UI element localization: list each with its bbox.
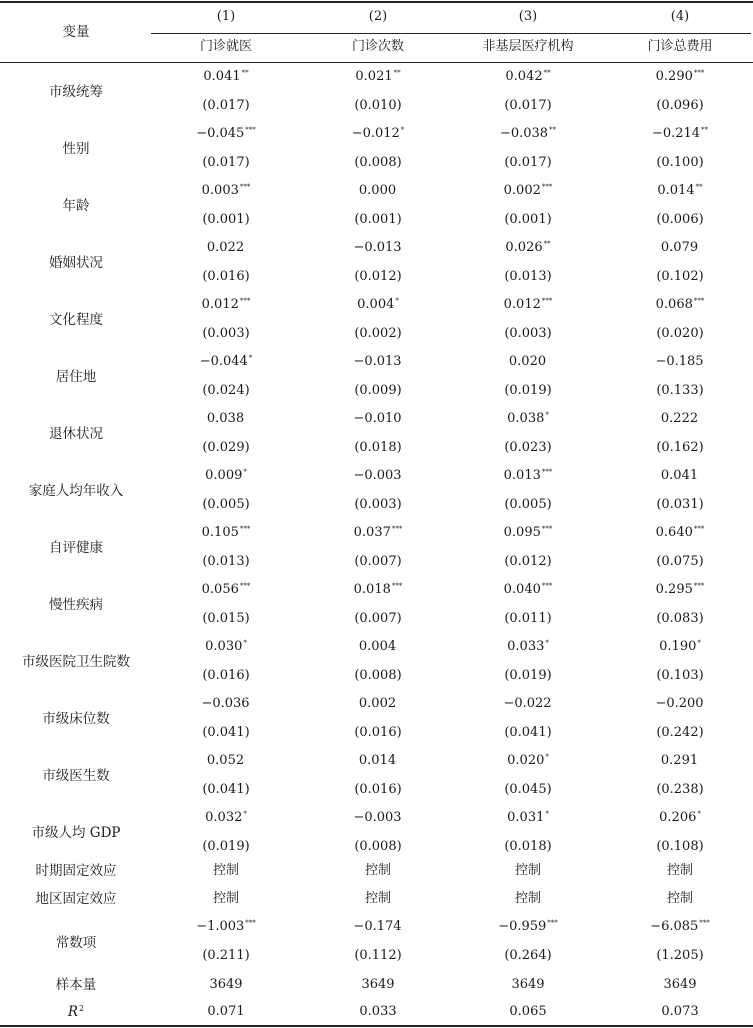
standard-error: (0.019): [504, 382, 552, 398]
standard-error: (0.010): [354, 97, 402, 113]
coef-value: −0.022: [503, 696, 552, 711]
coefficient: [354, 582, 403, 598]
significance-stars: *: [697, 810, 701, 818]
standard-error: (0.011): [504, 610, 552, 626]
standard-error: (0.017): [504, 154, 552, 170]
coefficient: [352, 126, 405, 142]
significance-stars: *: [545, 411, 549, 419]
standard-error: (0.013): [504, 268, 552, 284]
coefficient: [207, 753, 245, 769]
variable-label: 退休状况: [49, 426, 103, 443]
coef-value: 0.000: [358, 183, 397, 198]
variable-label: 慢性疾病: [49, 597, 103, 614]
significance-stars: **: [549, 126, 557, 134]
constant-standard-error: (0.112): [354, 948, 402, 963]
standard-error: (0.017): [202, 154, 250, 170]
variable-label: 婚姻状况: [49, 255, 103, 272]
standard-error: (0.001): [354, 211, 402, 227]
standard-error: (0.008): [354, 667, 402, 683]
coefficient: [655, 354, 704, 370]
coef-value: 0.037: [353, 525, 391, 540]
coefficient: [353, 810, 402, 826]
standard-error: (0.018): [504, 838, 552, 854]
coef-value: 0.018: [353, 582, 391, 597]
standard-error: (0.005): [504, 496, 552, 512]
coef-value: 0.040: [503, 582, 541, 597]
coefficient: [359, 753, 397, 769]
coef-value: 0.021: [355, 69, 393, 84]
r-squared-value: 0.071: [207, 1004, 245, 1019]
column-name-1: 门诊就医: [199, 39, 253, 54]
standard-error: (0.002): [354, 325, 402, 341]
standard-error: (0.242): [656, 724, 704, 740]
coefficient: [504, 297, 553, 313]
column-name-3: 非基层医疗机构: [482, 39, 574, 54]
coefficient: [504, 525, 553, 541]
standard-error: (0.005): [202, 496, 250, 512]
standard-error: (0.041): [504, 724, 552, 740]
header-rule: [0, 62, 753, 63]
standard-error: (0.013): [202, 553, 250, 569]
constant-standard-error: (1.205): [656, 948, 704, 963]
significance-stars: *: [243, 468, 247, 476]
standard-error: (0.018): [354, 439, 402, 455]
coef-value: 0.022: [206, 240, 245, 255]
coefficient: [507, 810, 549, 826]
standard-error: (0.007): [354, 553, 402, 569]
variable-label: 年龄: [62, 198, 90, 215]
standard-error: (0.017): [202, 97, 250, 113]
coef-value: 0.030: [205, 639, 243, 654]
coef-value: −1.003: [196, 919, 245, 934]
sample-size-value: 3649: [511, 977, 545, 992]
coefficient: [655, 696, 704, 712]
coef-value: −0.045: [196, 126, 245, 141]
variable-label: 市级统筹: [49, 84, 103, 101]
coefficient: [509, 354, 547, 370]
coefficient: [357, 297, 399, 313]
fixed-effect-label: 地区固定效应: [35, 891, 117, 907]
fixed-effect-value: 控制: [364, 891, 392, 906]
variable-label: 家庭人均年收入: [28, 483, 124, 500]
variable-label: 市级床位数: [42, 711, 110, 728]
standard-error: (0.102): [656, 268, 704, 284]
coef-value: 0.291: [660, 753, 699, 768]
coef-value: 0.002: [358, 696, 397, 711]
coef-value: 0.014: [358, 753, 397, 768]
significance-stars: ***: [547, 919, 558, 927]
coefficient: [661, 411, 699, 427]
significance-stars: ***: [239, 525, 251, 533]
significance-stars: **: [543, 69, 551, 77]
variable-label: 市级人均 GDP: [31, 825, 121, 842]
significance-stars: *: [545, 810, 549, 818]
sample-size-value: 3649: [663, 977, 697, 992]
coefficient: [507, 639, 549, 655]
sample-size-value: 3649: [209, 977, 243, 992]
coefficient: [359, 639, 397, 655]
coefficient: [505, 69, 550, 85]
coefficient: [503, 696, 552, 712]
coef-value: −0.200: [655, 696, 704, 711]
variable-label: 自评健康: [49, 540, 103, 557]
significance-stars: **: [543, 240, 551, 248]
coefficient: [504, 582, 553, 598]
coef-value: 0.105: [201, 525, 239, 540]
coefficient: [656, 525, 705, 541]
standard-error: (0.041): [202, 724, 250, 740]
significance-stars: ***: [239, 297, 251, 305]
coef-value: 0.013: [503, 468, 541, 483]
sample-size-value: 3649: [361, 977, 395, 992]
significance-stars: ***: [693, 525, 705, 533]
standard-error: (0.012): [504, 553, 552, 569]
coef-value: −0.174: [353, 919, 402, 934]
standard-error: (0.016): [202, 268, 250, 284]
standard-error: (0.016): [354, 724, 402, 740]
coef-value: 0.206: [659, 810, 697, 825]
coefficient: [205, 468, 247, 484]
standard-error: (0.008): [354, 154, 402, 170]
coef-value: −0.013: [353, 240, 402, 255]
coef-value: 0.031: [507, 810, 545, 825]
coefficient: [359, 183, 397, 199]
column-name-2: 门诊次数: [351, 39, 405, 54]
standard-error: (0.083): [656, 610, 704, 626]
coef-value: −0.214: [651, 126, 701, 141]
significance-stars: **: [701, 126, 709, 134]
variable-label: 市级医院卫生院数: [22, 654, 130, 671]
coefficient: [201, 696, 250, 712]
coefficient: [205, 639, 247, 655]
coefficient: [353, 411, 402, 427]
coefficient: [207, 240, 245, 256]
significance-stars: ***: [541, 183, 553, 191]
coefficient: [205, 810, 247, 826]
standard-error: (0.019): [504, 667, 552, 683]
coef-value: 0.190: [659, 639, 697, 654]
constant-coefficient: [353, 919, 402, 935]
standard-error: (0.003): [354, 496, 402, 512]
fixed-effect-value: 控制: [666, 863, 694, 878]
coefficient: [504, 183, 553, 199]
coef-value: 0.041: [203, 69, 241, 84]
standard-error: (0.024): [202, 382, 250, 398]
coef-value: 0.020: [507, 753, 545, 768]
constant-coefficient: [498, 919, 558, 935]
coef-value: 0.222: [660, 411, 699, 426]
coefficient: [656, 582, 705, 598]
coefficient: [355, 69, 400, 85]
standard-error: (0.133): [656, 382, 704, 398]
coefficient: [656, 69, 705, 85]
standard-error: (0.023): [504, 439, 552, 455]
constant-label: 常数项: [55, 934, 97, 951]
significance-stars: ***: [541, 468, 553, 476]
variable-label: 性别: [62, 141, 90, 158]
coef-value: 0.290: [655, 69, 693, 84]
standard-error: (0.007): [354, 610, 402, 626]
variable-label: 市级医生数: [42, 768, 110, 785]
coef-value: −0.013: [353, 354, 402, 369]
variable-label: 居住地: [55, 369, 97, 386]
coefficient: [657, 183, 702, 199]
standard-error: (0.041): [202, 781, 250, 797]
fixed-effect-value: 控制: [514, 863, 542, 878]
top-rule: [0, 1, 753, 3]
coefficient: [353, 468, 402, 484]
coef-value: −0.003: [353, 810, 402, 825]
coef-value: 0.033: [507, 639, 545, 654]
coef-value: −0.010: [353, 411, 402, 426]
standard-error: (0.006): [656, 211, 704, 227]
standard-error: (0.012): [354, 268, 402, 284]
significance-stars: ***: [245, 919, 256, 927]
significance-stars: *: [248, 354, 253, 362]
coefficient: [202, 525, 251, 541]
fixed-effect-value: 控制: [212, 891, 240, 906]
coef-value: 0.056: [201, 582, 239, 597]
constant-coefficient: [196, 919, 256, 935]
coef-value: 0.032: [205, 810, 243, 825]
significance-stars: ***: [693, 297, 705, 305]
standard-error: (0.017): [504, 97, 552, 113]
column-number-1: (1): [216, 9, 236, 24]
coef-value: −0.185: [655, 354, 704, 369]
coefficient: [353, 354, 402, 370]
header-variable-label: 变量: [62, 24, 90, 40]
coef-value: 0.020: [508, 354, 547, 369]
standard-error: (0.016): [202, 667, 250, 683]
fixed-effect-value: 控制: [666, 891, 694, 906]
coefficient: [202, 582, 251, 598]
coef-value: 0.052: [206, 753, 245, 768]
significance-stars: *: [243, 810, 247, 818]
coef-value: 0.012: [201, 297, 239, 312]
coefficient: [656, 297, 705, 313]
standard-error: (0.075): [656, 553, 704, 569]
significance-stars: **: [393, 69, 401, 77]
standard-error: (0.016): [354, 781, 402, 797]
standard-error: (0.001): [504, 211, 552, 227]
significance-stars: ***: [541, 582, 553, 590]
significance-stars: *: [400, 126, 405, 134]
standard-error: (0.108): [656, 838, 704, 854]
coefficient: [661, 240, 699, 256]
coefficient: [504, 468, 553, 484]
coef-value: −6.085: [650, 919, 699, 934]
standard-error: (0.003): [202, 325, 250, 341]
coef-value: 0.004: [357, 297, 395, 312]
standard-error: (0.100): [656, 154, 704, 170]
significance-stars: ***: [541, 525, 553, 533]
coefficient: [659, 639, 701, 655]
fixed-effect-label: 时期固定效应: [35, 863, 117, 879]
coef-value: 0.042: [505, 69, 543, 84]
significance-stars: **: [695, 183, 703, 191]
standard-error: (0.019): [202, 838, 250, 854]
standard-error: (0.238): [656, 781, 704, 797]
standard-error: (0.045): [504, 781, 552, 797]
coefficient: [507, 411, 549, 427]
fixed-effect-value: 控制: [364, 863, 392, 878]
coef-value: 0.041: [660, 468, 699, 483]
coef-value: −0.038: [499, 126, 549, 141]
coefficient: [354, 525, 403, 541]
significance-stars: ***: [541, 297, 553, 305]
significance-stars: ***: [245, 126, 256, 134]
coefficient: [661, 753, 699, 769]
significance-stars: ***: [391, 582, 403, 590]
coef-value: 0.038: [507, 411, 545, 426]
standard-error: (0.008): [354, 838, 402, 854]
coefficient: [196, 126, 256, 142]
coef-value: 0.014: [657, 183, 695, 198]
column-number-2: (2): [368, 9, 388, 24]
bottom-rule: [0, 1025, 753, 1027]
r-squared-value: 0.073: [661, 1004, 699, 1019]
constant-coefficient: [650, 919, 710, 935]
coefficient: [207, 411, 245, 427]
significance-stars: **: [241, 69, 249, 77]
standard-error: (0.009): [354, 382, 402, 398]
coefficient: [200, 354, 253, 370]
coef-value: 0.068: [655, 297, 693, 312]
coefficient: [652, 126, 708, 142]
significance-stars: *: [545, 753, 549, 761]
standard-error: (0.096): [656, 97, 704, 113]
column-number-3: (3): [518, 9, 538, 24]
standard-error: (0.103): [656, 667, 704, 683]
significance-stars: *: [545, 639, 549, 647]
r-squared-symbol: R: [67, 1004, 79, 1020]
coefficient: [661, 468, 699, 484]
coefficient: [500, 126, 556, 142]
sample-size-label: 样本量: [55, 977, 97, 993]
coefficient: [203, 69, 248, 85]
standard-error: (0.003): [504, 325, 552, 341]
coef-value: 0.026: [505, 240, 543, 255]
coefficient: [202, 183, 251, 199]
standard-error: (0.031): [656, 496, 704, 512]
significance-stars: ***: [391, 525, 403, 533]
coefficient: [507, 753, 549, 769]
coef-value: −0.036: [201, 696, 250, 711]
header-sub-rule: [151, 33, 751, 34]
r-squared-value: 0.033: [359, 1004, 397, 1019]
fixed-effect-value: 控制: [212, 863, 240, 878]
standard-error: (0.162): [656, 439, 704, 455]
column-name-4: 门诊总费用: [647, 39, 713, 54]
standard-error: (0.020): [656, 325, 704, 341]
coef-value: 0.079: [660, 240, 699, 255]
coef-value: 0.012: [503, 297, 541, 312]
standard-error: (0.001): [202, 211, 250, 227]
significance-stars: *: [697, 639, 701, 647]
significance-stars: *: [243, 639, 247, 647]
coef-value: −0.012: [351, 126, 400, 141]
coef-value: 0.003: [201, 183, 239, 198]
coef-value: −0.959: [498, 919, 547, 934]
coefficient: [353, 240, 402, 256]
coef-value: −0.044: [199, 354, 248, 369]
coef-value: 0.002: [503, 183, 541, 198]
constant-standard-error: (0.211): [202, 948, 250, 963]
coef-value: −0.003: [353, 468, 402, 483]
coef-value: 0.295: [655, 582, 693, 597]
coef-value: 0.640: [655, 525, 693, 540]
coef-value: 0.004: [358, 639, 397, 654]
significance-stars: ***: [239, 183, 251, 191]
coef-value: 0.038: [206, 411, 245, 426]
fixed-effect-value: 控制: [514, 891, 542, 906]
significance-stars: *: [395, 297, 399, 305]
significance-stars: ***: [699, 919, 710, 927]
significance-stars: ***: [693, 582, 705, 590]
standard-error: (0.029): [202, 439, 250, 455]
coefficient: [202, 297, 251, 313]
r-squared-value: 0.065: [509, 1004, 547, 1019]
coefficient: [359, 696, 397, 712]
column-number-4: (4): [670, 9, 690, 24]
r-squared-exponent: 2: [79, 1004, 85, 1013]
standard-error: (0.015): [202, 610, 250, 626]
coefficient: [505, 240, 550, 256]
variable-label: 文化程度: [49, 312, 103, 329]
significance-stars: ***: [693, 69, 705, 77]
r-squared-label: [68, 1004, 84, 1020]
constant-standard-error: (0.264): [504, 948, 552, 963]
coef-value: 0.095: [503, 525, 541, 540]
coef-value: 0.009: [205, 468, 243, 483]
coefficient: [659, 810, 701, 826]
significance-stars: ***: [239, 582, 251, 590]
